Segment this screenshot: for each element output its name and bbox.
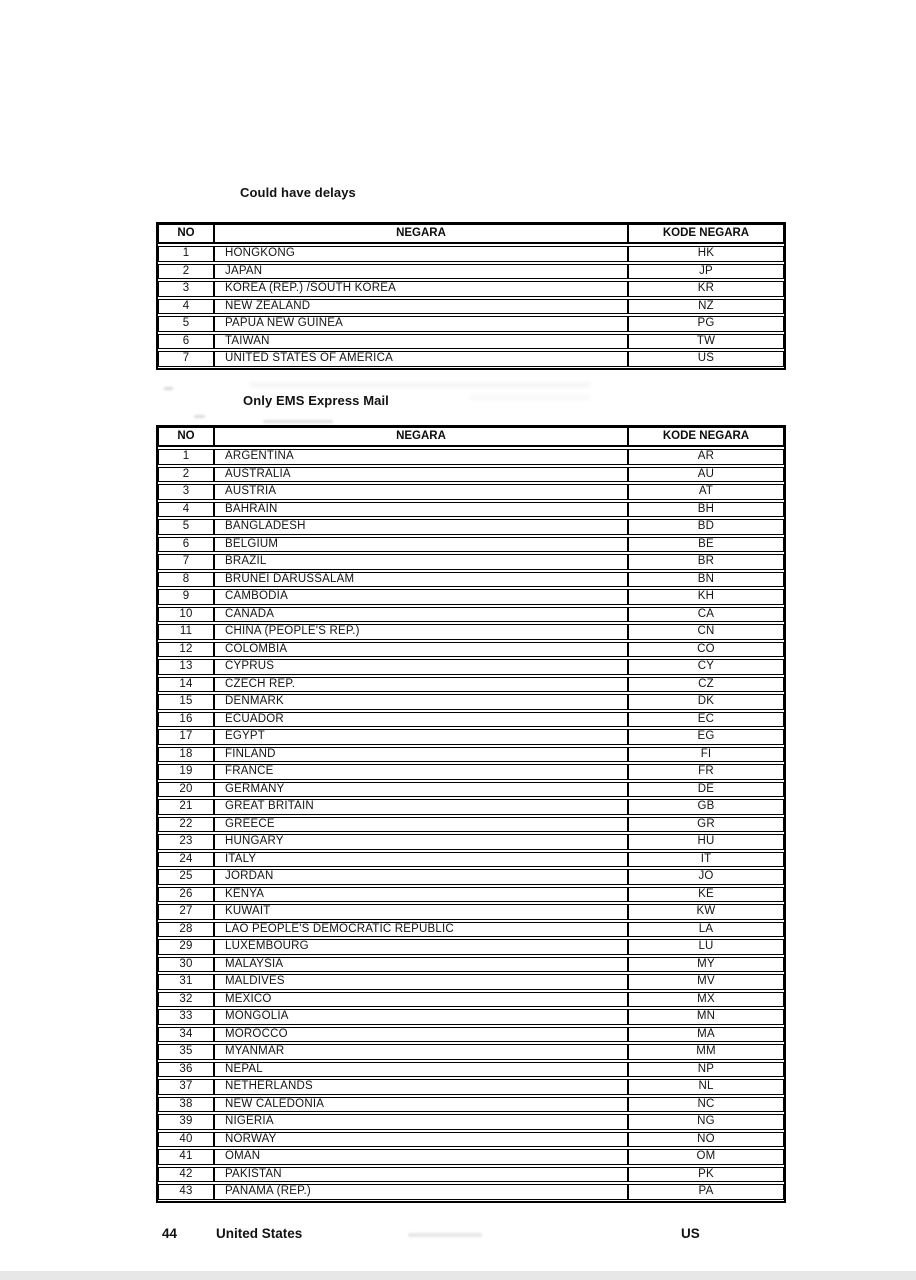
only-ems-express-mail-table xyxy=(156,425,786,1203)
cell-kode: BH xyxy=(628,502,784,518)
table-row xyxy=(158,834,784,850)
cell-no: 33 xyxy=(158,1009,214,1025)
cell-negara: CZECH REP. xyxy=(214,677,628,693)
table-row xyxy=(158,659,784,675)
cell-no: 26 xyxy=(158,887,214,903)
table-row xyxy=(158,624,784,640)
column-header: KODE NEGARA xyxy=(628,427,784,447)
cell-no: 7 xyxy=(158,351,214,367)
table-row xyxy=(158,334,784,350)
cell-kode: US xyxy=(628,351,784,367)
table-row xyxy=(158,817,784,833)
cell-no: 19 xyxy=(158,764,214,780)
table-row xyxy=(158,1027,784,1043)
country-code-table xyxy=(158,222,784,369)
cell-negara: BRUNEI DARUSSALAM xyxy=(214,572,628,588)
cell-kode: HK xyxy=(628,246,784,262)
cell-no: 15 xyxy=(158,694,214,710)
table-row xyxy=(158,712,784,728)
table-row xyxy=(158,1184,784,1200)
table-row xyxy=(158,299,784,315)
cell-kode: DE xyxy=(628,782,784,798)
cell-kode: NO xyxy=(628,1132,784,1148)
table-row xyxy=(158,554,784,570)
scan-artifact xyxy=(194,415,205,418)
table-row xyxy=(158,957,784,973)
column-header: NO xyxy=(158,427,214,447)
table-row xyxy=(158,869,784,885)
cell-negara: UNITED STATES OF AMERICA xyxy=(214,351,628,367)
cell-kode: CO xyxy=(628,642,784,658)
cell-negara: CYPRUS xyxy=(214,659,628,675)
table-row xyxy=(158,572,784,588)
cell-no: 7 xyxy=(158,554,214,570)
cell-negara: AUSTRIA xyxy=(214,484,628,500)
table-row xyxy=(158,519,784,535)
cell-kode: PA xyxy=(628,1184,784,1200)
cell-kode: JP xyxy=(628,264,784,280)
cell-negara: MYANMAR xyxy=(214,1044,628,1060)
cell-no: 23 xyxy=(158,834,214,850)
cell-no: 2 xyxy=(158,467,214,483)
cell-kode: BN xyxy=(628,572,784,588)
cell-negara: PAPUA NEW GUINEA xyxy=(214,316,628,332)
cell-kode: DK xyxy=(628,694,784,710)
table-row xyxy=(158,642,784,658)
cell-kode: EC xyxy=(628,712,784,728)
table-row xyxy=(158,1114,784,1130)
table-row xyxy=(158,1009,784,1025)
cell-no: 29 xyxy=(158,939,214,955)
cell-negara: NETHERLANDS xyxy=(214,1079,628,1095)
table-row xyxy=(158,747,784,763)
cell-negara: DENMARK xyxy=(214,694,628,710)
cell-negara: HONGKONG xyxy=(214,246,628,262)
cell-negara: PAKISTAN xyxy=(214,1167,628,1183)
cell-no: 24 xyxy=(158,852,214,868)
cell-negara: HUNGARY xyxy=(214,834,628,850)
table-row xyxy=(158,246,784,262)
cell-negara: ECUADOR xyxy=(214,712,628,728)
cell-negara: COLOMBIA xyxy=(214,642,628,658)
table-row xyxy=(158,537,784,553)
cell-no: 39 xyxy=(158,1114,214,1130)
cell-no: 1 xyxy=(158,246,214,262)
cell-kode: TW xyxy=(628,334,784,350)
cell-negara: JORDAN xyxy=(214,869,628,885)
cell-kode: NG xyxy=(628,1114,784,1130)
cell-negara: NEW CALEDONIA xyxy=(214,1097,628,1113)
scan-artifact xyxy=(263,420,333,423)
cell-kode: NZ xyxy=(628,299,784,315)
cell-no: 31 xyxy=(158,974,214,990)
cell-no: 21 xyxy=(158,799,214,815)
table-row xyxy=(158,677,784,693)
cell-kode: CZ xyxy=(628,677,784,693)
cell-kode: AT xyxy=(628,484,784,500)
table-row xyxy=(158,887,784,903)
cell-no: 1 xyxy=(158,449,214,465)
cell-no: 38 xyxy=(158,1097,214,1113)
table-row xyxy=(158,281,784,297)
partial-row-number: 44 xyxy=(162,1226,178,1241)
column-header: NEGARA xyxy=(214,224,628,244)
cell-kode: MX xyxy=(628,992,784,1008)
cell-kode: KW xyxy=(628,904,784,920)
cell-kode: PG xyxy=(628,316,784,332)
column-header: NO xyxy=(158,224,214,244)
cell-negara: OMAN xyxy=(214,1149,628,1165)
cell-negara: KUWAIT xyxy=(214,904,628,920)
cell-kode: GR xyxy=(628,817,784,833)
table-row xyxy=(158,351,784,367)
section-title-could-have-delays: Could have delays xyxy=(240,185,356,200)
table-row xyxy=(158,799,784,815)
cell-no: 14 xyxy=(158,677,214,693)
cell-negara: BRAZIL xyxy=(214,554,628,570)
table-row xyxy=(158,974,784,990)
table-row xyxy=(158,939,784,955)
cell-negara: EGYPT xyxy=(214,729,628,745)
cell-negara: NORWAY xyxy=(214,1132,628,1148)
cell-negara: FINLAND xyxy=(214,747,628,763)
cell-kode: NL xyxy=(628,1079,784,1095)
cell-kode: BR xyxy=(628,554,784,570)
cell-kode: EG xyxy=(628,729,784,745)
table-row xyxy=(158,607,784,623)
cell-no: 6 xyxy=(158,334,214,350)
cell-negara: MALDIVES xyxy=(214,974,628,990)
cell-negara: BANGLADESH xyxy=(214,519,628,535)
cell-no: 40 xyxy=(158,1132,214,1148)
cell-no: 2 xyxy=(158,264,214,280)
cell-no: 25 xyxy=(158,869,214,885)
cell-no: 36 xyxy=(158,1062,214,1078)
cell-kode: MV xyxy=(628,974,784,990)
cell-negara: MOROCCO xyxy=(214,1027,628,1043)
table-row xyxy=(158,852,784,868)
cell-no: 41 xyxy=(158,1149,214,1165)
table-row xyxy=(158,1097,784,1113)
cell-no: 22 xyxy=(158,817,214,833)
table-header-row xyxy=(158,427,784,447)
table-row xyxy=(158,467,784,483)
cell-kode: KR xyxy=(628,281,784,297)
table-row xyxy=(158,904,784,920)
cell-kode: CY xyxy=(628,659,784,675)
cell-kode: BD xyxy=(628,519,784,535)
table-row xyxy=(158,1044,784,1060)
section-title-only-ems-express-mail: Only EMS Express Mail xyxy=(243,393,389,408)
cell-kode: AU xyxy=(628,467,784,483)
cell-kode: MM xyxy=(628,1044,784,1060)
table-row xyxy=(158,1167,784,1183)
table-row xyxy=(158,729,784,745)
cell-negara: MALAYSIA xyxy=(214,957,628,973)
cell-kode: OM xyxy=(628,1149,784,1165)
cell-negara: PANAMA (REP.) xyxy=(214,1184,628,1200)
cell-negara: JAPAN xyxy=(214,264,628,280)
cell-no: 28 xyxy=(158,922,214,938)
scan-artifact xyxy=(470,396,590,399)
page-bottom-edge-strip xyxy=(0,1271,916,1280)
table-row xyxy=(158,589,784,605)
cell-kode: CN xyxy=(628,624,784,640)
table-row xyxy=(158,782,784,798)
cell-kode: LA xyxy=(628,922,784,938)
cell-negara: LAO PEOPLE'S DEMOCRATIC REPUBLIC xyxy=(214,922,628,938)
cell-no: 32 xyxy=(158,992,214,1008)
table-row xyxy=(158,264,784,280)
cell-no: 18 xyxy=(158,747,214,763)
cell-kode: GB xyxy=(628,799,784,815)
cell-no: 8 xyxy=(158,572,214,588)
cell-no: 13 xyxy=(158,659,214,675)
cell-negara: KOREA (REP.) /SOUTH KOREA xyxy=(214,281,628,297)
cell-negara: GREECE xyxy=(214,817,628,833)
cell-negara: ITALY xyxy=(214,852,628,868)
cell-kode: IT xyxy=(628,852,784,868)
partial-row-country-code: US xyxy=(681,1226,700,1241)
scan-artifact xyxy=(408,1233,482,1237)
table-row xyxy=(158,449,784,465)
column-header: KODE NEGARA xyxy=(628,224,784,244)
cell-negara: FRANCE xyxy=(214,764,628,780)
cell-kode: JO xyxy=(628,869,784,885)
scan-artifact xyxy=(164,387,173,390)
cell-no: 6 xyxy=(158,537,214,553)
cell-kode: LU xyxy=(628,939,784,955)
cell-no: 30 xyxy=(158,957,214,973)
cell-no: 35 xyxy=(158,1044,214,1060)
cell-negara: LUXEMBOURG xyxy=(214,939,628,955)
cell-no: 42 xyxy=(158,1167,214,1183)
cell-negara: NEPAL xyxy=(214,1062,628,1078)
cell-negara: BAHRAIN xyxy=(214,502,628,518)
cell-no: 20 xyxy=(158,782,214,798)
cell-kode: PK xyxy=(628,1167,784,1183)
cell-kode: NC xyxy=(628,1097,784,1113)
cell-kode: MA xyxy=(628,1027,784,1043)
cell-no: 4 xyxy=(158,502,214,518)
cell-no: 17 xyxy=(158,729,214,745)
cell-negara: MEXICO xyxy=(214,992,628,1008)
column-header: NEGARA xyxy=(214,427,628,447)
cell-negara: GREAT BRITAIN xyxy=(214,799,628,815)
scan-artifact xyxy=(250,383,590,387)
cell-no: 4 xyxy=(158,299,214,315)
cell-negara: MONGOLIA xyxy=(214,1009,628,1025)
cell-kode: FR xyxy=(628,764,784,780)
table-row xyxy=(158,1079,784,1095)
cell-kode: KE xyxy=(628,887,784,903)
cell-negara: NIGERIA xyxy=(214,1114,628,1130)
table-header-row xyxy=(158,224,784,244)
cell-no: 10 xyxy=(158,607,214,623)
cell-no: 16 xyxy=(158,712,214,728)
table-row xyxy=(158,316,784,332)
cell-negara: AUSTRALIA xyxy=(214,467,628,483)
cell-kode: FI xyxy=(628,747,784,763)
cell-negara: CAMBODIA xyxy=(214,589,628,605)
could-have-delays-table xyxy=(156,222,786,370)
table-row xyxy=(158,694,784,710)
cell-no: 43 xyxy=(158,1184,214,1200)
cell-negara: TAIWAN xyxy=(214,334,628,350)
table-row xyxy=(158,1062,784,1078)
cell-no: 27 xyxy=(158,904,214,920)
cell-no: 5 xyxy=(158,316,214,332)
table-row xyxy=(158,502,784,518)
cell-kode: BE xyxy=(628,537,784,553)
cell-negara: CHINA (PEOPLE'S REP.) xyxy=(214,624,628,640)
cell-no: 34 xyxy=(158,1027,214,1043)
cell-no: 37 xyxy=(158,1079,214,1095)
cell-no: 12 xyxy=(158,642,214,658)
cell-kode: CA xyxy=(628,607,784,623)
cell-no: 9 xyxy=(158,589,214,605)
cell-kode: MN xyxy=(628,1009,784,1025)
table-row xyxy=(158,922,784,938)
table-row xyxy=(158,1132,784,1148)
table-row xyxy=(158,992,784,1008)
cell-negara: CANADA xyxy=(214,607,628,623)
table-row xyxy=(158,1149,784,1165)
cell-negara: BELGIUM xyxy=(214,537,628,553)
cell-no: 11 xyxy=(158,624,214,640)
cell-no: 3 xyxy=(158,484,214,500)
table-row xyxy=(158,484,784,500)
cell-kode: AR xyxy=(628,449,784,465)
cell-negara: ARGENTINA xyxy=(214,449,628,465)
cell-no: 5 xyxy=(158,519,214,535)
cell-kode: MY xyxy=(628,957,784,973)
country-code-table xyxy=(158,425,784,1202)
cell-negara: NEW ZEALAND xyxy=(214,299,628,315)
cell-negara: GERMANY xyxy=(214,782,628,798)
cell-kode: NP xyxy=(628,1062,784,1078)
cell-negara: KENYA xyxy=(214,887,628,903)
partial-row-country-name: United States xyxy=(216,1226,303,1241)
cell-no: 3 xyxy=(158,281,214,297)
cell-kode: HU xyxy=(628,834,784,850)
cell-kode: KH xyxy=(628,589,784,605)
table-row xyxy=(158,764,784,780)
